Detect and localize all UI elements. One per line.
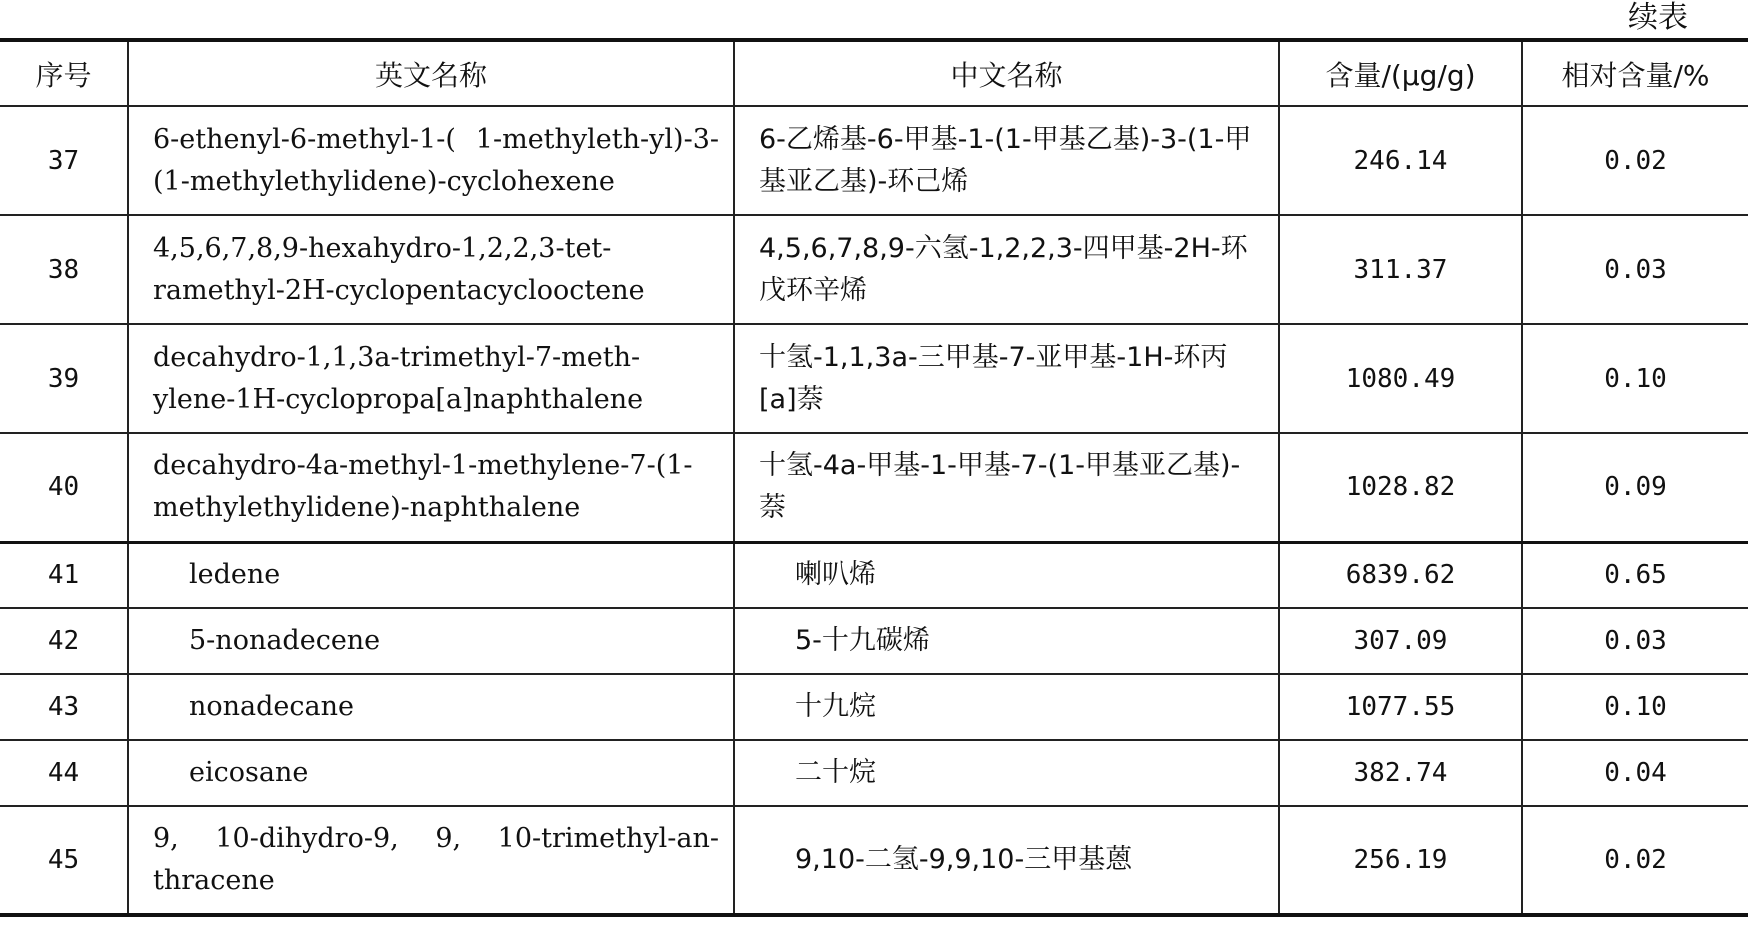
header-serial-number: 序号	[35, 58, 92, 92]
english-name: 5-nonadecene	[128, 608, 734, 674]
table-row	[0, 608, 1748, 674]
relative-value: 0.03	[1522, 608, 1748, 674]
relative-value: 0.09	[1522, 433, 1748, 542]
table-row	[0, 433, 1748, 542]
relative-value: 0.02	[1522, 806, 1748, 915]
chinese-name: 二十烷	[734, 740, 1279, 806]
chinese-name: 5-十九碳烯	[734, 608, 1279, 674]
chinese-name: 9,10-二氢-9,9,10-三甲基蒽	[734, 806, 1279, 915]
header-relative-content: 相对含量/%	[1522, 40, 1748, 106]
serial-number: 45	[47, 845, 80, 875]
relative-value: 0.02	[1522, 106, 1748, 215]
serial-number: 37	[47, 145, 80, 176]
content-value: 311.37	[1279, 215, 1522, 324]
content-value: 1028.82	[1279, 433, 1522, 542]
serial-number: 38	[47, 254, 80, 285]
relative-value: 0.04	[1522, 740, 1748, 806]
content-value: 382.74	[1279, 740, 1522, 806]
chinese-name: 4,5,6,7,8,9-六氢-1,2,2,3-四甲基-2H-环戊环辛烯	[734, 215, 1279, 324]
serial-number: 40	[47, 472, 80, 503]
content-value: 307.09	[1279, 608, 1522, 674]
table-row	[0, 106, 1748, 215]
content-value: 256.19	[1279, 806, 1522, 915]
english-name: decahydro-4a-methyl-1-methylene-7-(1-methylethylidene)-naphthalene	[128, 433, 734, 542]
relative-value: 0.10	[1522, 674, 1748, 740]
english-name: 6-ethenyl-6-methyl-1-( 1-methyleth-yl)-3-(1-methylethylidene)-cyclohexene	[128, 106, 734, 215]
table-header-row	[0, 40, 1748, 106]
header-english-name: 英文名称	[128, 40, 734, 106]
english-name: 4,5,6,7,8,9-hexahydro-1,2,2,3-tet-ramethyl-2H-cyclopentacyclooctene	[128, 215, 734, 324]
relative-value: 0.03	[1522, 215, 1748, 324]
content-value: 1080.49	[1279, 324, 1522, 433]
content-value: 1077.55	[1279, 674, 1522, 740]
continued-label: 续表	[1628, 0, 1688, 35]
english-name: decahydro-1,1,3a-trimethyl-7-meth-ylene-1H-cyclopropa[a]naphthalene	[128, 324, 734, 433]
chinese-name: 十九烷	[734, 674, 1279, 740]
compound-table	[0, 38, 1748, 917]
english-name: ledene	[128, 542, 734, 608]
english-name: eicosane	[128, 740, 734, 806]
table-row	[0, 215, 1748, 324]
relative-value: 0.65	[1522, 542, 1748, 608]
serial-number: 42	[47, 626, 80, 656]
relative-value: 0.10	[1522, 324, 1748, 433]
serial-number: 44	[47, 758, 80, 788]
serial-number: 41	[47, 560, 80, 591]
header-content: 含量/(μg/g)	[1279, 40, 1522, 106]
table-row	[0, 806, 1748, 915]
content-value: 6839.62	[1279, 542, 1522, 608]
serial-number: 43	[47, 692, 80, 722]
table-row	[0, 674, 1748, 740]
table-row	[0, 324, 1748, 433]
english-name: nonadecane	[128, 674, 734, 740]
content-value: 246.14	[1279, 106, 1522, 215]
chinese-name: 6-乙烯基-6-甲基-1-(1-甲基乙基)-3-(1-甲基亚乙基)-环己烯	[734, 106, 1279, 215]
chinese-name: 十氢-1,1,3a-三甲基-7-亚甲基-1H-环丙[a]萘	[734, 324, 1279, 433]
serial-number: 39	[47, 363, 80, 394]
table-row	[0, 740, 1748, 806]
chinese-name: 十氢-4a-甲基-1-甲基-7-(1-甲基亚乙基)-萘	[734, 433, 1279, 542]
english-name: 9, 10-dihydro-9, 9, 10-trimethyl-an-thracene	[128, 806, 734, 915]
table-row	[0, 542, 1748, 608]
header-chinese-name: 中文名称	[734, 40, 1279, 106]
chinese-name: 喇叭烯	[734, 542, 1279, 608]
